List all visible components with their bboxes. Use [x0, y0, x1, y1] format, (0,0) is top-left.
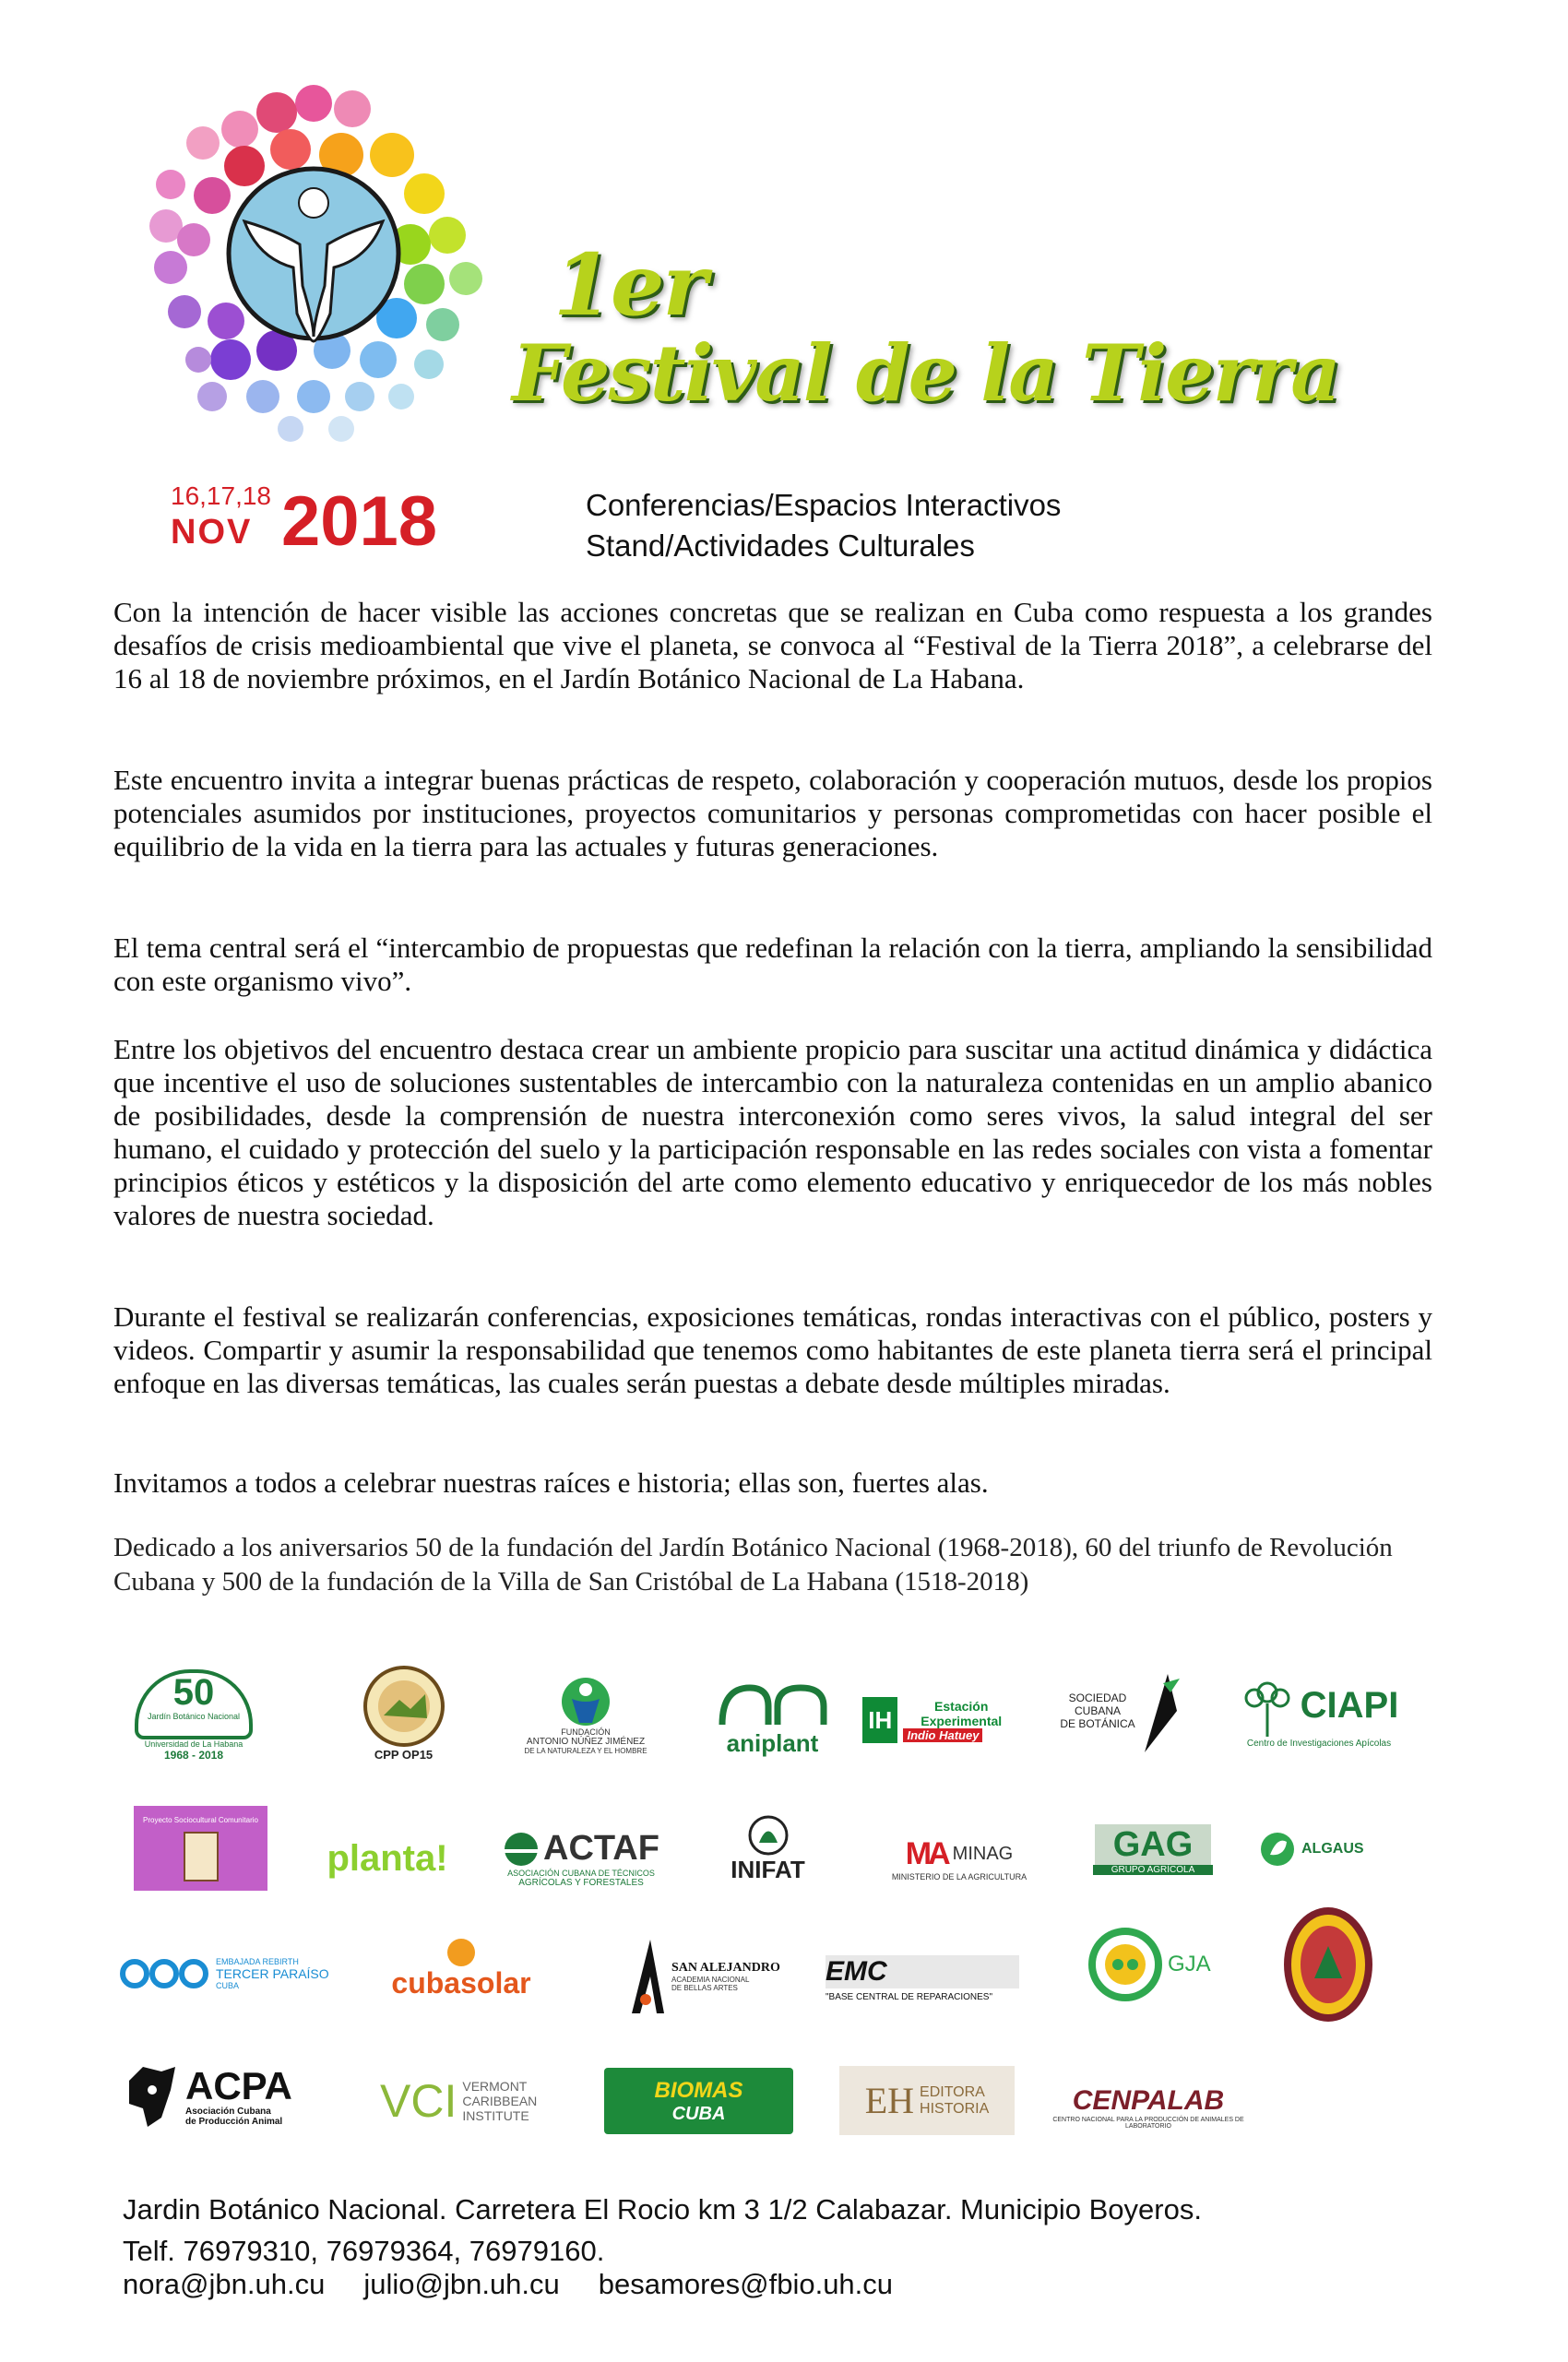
- gag-sub: GRUPO AGRÍCOLA: [1093, 1865, 1214, 1875]
- temple-icon: [184, 1832, 219, 1881]
- ih-line-2: Indio Hatuey: [903, 1728, 982, 1742]
- editora-historia-logo: [839, 2066, 1015, 2135]
- acpa-sub-1: Asociación Cubana: [185, 2107, 271, 2117]
- actaf-sub-1: ASOCIACIÓN CUBANA DE TÉCNICOS: [507, 1869, 655, 1878]
- sociedad-cubana-botanica-logo: [1051, 1660, 1190, 1762]
- actaf-mark-icon: [503, 1831, 540, 1868]
- event-dates: [161, 481, 466, 564]
- actaf-name: ACTAF: [543, 1829, 659, 1868]
- algaus-name: ALGAUS: [1301, 1841, 1364, 1857]
- algaus-logo: [1259, 1812, 1425, 1886]
- flower-icon: [1240, 1674, 1295, 1739]
- ih-line-1: Estación Experimental: [921, 1698, 1003, 1728]
- biomas-cuba-logo: [604, 2068, 793, 2134]
- cubasolar-logo: [374, 1932, 549, 2006]
- vci-line-2: CARIBBEAN: [462, 2093, 538, 2108]
- cubasolar-name: cubasolar: [391, 1965, 531, 2000]
- actaf-sub-2: AGRÍCOLAS Y FORESTALES: [518, 1878, 644, 1888]
- paragraph-invitation: Invitamos a todos a celebrar nuestras raíces e historia; ellas son, fuertes alas.: [113, 1466, 989, 1499]
- cow-icon: [125, 2062, 180, 2131]
- san-alejandro-mark-icon: [627, 1935, 668, 2018]
- indio-hatuey-logo: [862, 1688, 1019, 1752]
- cenpalab-name: CENPALAB: [1072, 2085, 1225, 2116]
- rebirth-line-3: CUBA: [216, 1981, 240, 1990]
- email-link-besamores[interactable]: besamores@fbio.uh.cu: [598, 2268, 894, 2300]
- aniplant-logo: [706, 1679, 839, 1762]
- cenpalab-sub: CENTRO NACIONAL PARA LA PRODUCCIÓN DE ANIMALES DE LABORATORIO: [1052, 2117, 1244, 2130]
- ciapi-sub: Centro de Investigaciones Apícolas: [1246, 1738, 1392, 1749]
- biomas-line-1: BIOMAS: [654, 2077, 743, 2103]
- sun-icon: [447, 1939, 475, 1966]
- scb-line-3: DE BOTÁNICA: [1060, 1717, 1135, 1730]
- paragraph-activities: Durante el festival se realizarán conferencias, exposiciones temáticas, rondas interactivas con el público, posters y videos. Compartir y asumir la responsabilidad que tenemos como habitantes de este planeta tierra será el principal enfoque en las diversas temáticas, las cuales serán puestas a debate desde múltiples miradas.: [113, 1300, 1432, 1399]
- san-alejandro-logo: [627, 1923, 784, 2029]
- paragraph-objectives: Entre los objetivos del encuentro destaca crear un ambiente propicio para suscitar una actitud dinámica y didáctica que incentive el uso de soluciones sustentables de intercambio con la naturaleza contenidas en un amplio abanico de posibilidades, desde la comprensión de nuestra interconexión como seres vivos, la salud integral del ser humano, el cuidado y protección del suelo y la participación responsable en las redes sociales con vista a fomentar principios éticos y estéticos y la disposición del arte como elemento educativo y enriquecedor de los más nobles valores de nuestra sociedad.: [113, 1033, 1432, 1231]
- infinity-icon: [118, 1957, 210, 1990]
- inifat-logo: [710, 1808, 826, 1891]
- footer-phones: Telf. 76979310, 76979364, 76979160.: [123, 2235, 605, 2267]
- gja-logo: [1088, 1923, 1227, 2006]
- scb-line-2: CUBANA: [1074, 1704, 1121, 1717]
- university-seal-icon: [1282, 1905, 1374, 2024]
- rebirth-logo: [118, 1946, 344, 2001]
- date-year: 2018: [281, 482, 438, 561]
- fnj-line-2: ANTONIO NÚÑEZ JIMÉNEZ: [526, 1736, 646, 1747]
- vci-line-1: VERMONT: [462, 2078, 528, 2094]
- inifat-name: INIFAT: [731, 1855, 805, 1883]
- ciapi-name: CIAPI: [1300, 1685, 1399, 1726]
- actaf-logo: [493, 1822, 669, 1895]
- ih-mark-icon: IH: [862, 1697, 897, 1743]
- eh-mark: EH: [864, 2080, 915, 2121]
- psc-label: Proyecto Sociocultural Comunitario: [143, 1815, 258, 1824]
- activities-line-1: Conferencias/Espacios Interactivos: [586, 488, 1062, 522]
- gja-name: GJA: [1168, 1952, 1211, 1976]
- vermont-caribbean-institute-logo: [380, 2066, 560, 2135]
- minag-logo: [872, 1822, 1047, 1895]
- minag-name: MINAG: [952, 1843, 1014, 1864]
- gag-name: GAG: [1095, 1824, 1212, 1865]
- rebirth-line-2: TERCER PARAÍSO: [216, 1966, 329, 1981]
- cenpalab-logo: [1047, 2075, 1250, 2140]
- paragraph-encounter: Este encuentro invita a integrar buenas prácticas de respeto, colaboración y cooperación mutuos, desde los propios potenciales asumidos por instituciones, proyectos comunitarios y personas comprometidas con hacer posible el equilibrio de la vida en la tierra para las actuales y futuras generaciones.: [113, 764, 1432, 862]
- inifat-mark-icon: [745, 1815, 791, 1856]
- jbn-50-university: Universidad de La Habana: [144, 1739, 244, 1749]
- jbn-50-number: 50: [172, 1672, 215, 1713]
- cpp-seal-icon: [353, 1665, 455, 1748]
- ciapi-logo: [1227, 1660, 1411, 1762]
- cpp-op15-logo: [346, 1660, 461, 1766]
- emc-sub: "BASE CENTRAL DE REPARACIONES": [826, 1991, 993, 2002]
- rebirth-line-1: EMBAJADA REBIRTH: [216, 1957, 299, 1966]
- leaf-person-icon: [553, 1677, 618, 1727]
- jbn-50-name: Jardín Botánico Nacional: [147, 1712, 241, 1721]
- minag-sub: MINISTERIO DE LA AGRICULTURA: [891, 1871, 1028, 1881]
- university-seal-logo: [1279, 1902, 1376, 2026]
- biomas-line-2: CUBA: [671, 2103, 726, 2124]
- emc-name: EMC: [826, 1955, 887, 1987]
- gag-logo: [1079, 1817, 1227, 1881]
- email-link-nora[interactable]: nora@jbn.uh.cu: [123, 2268, 326, 2300]
- san-alejandro-line-3: DE BELLAS ARTES: [671, 1983, 738, 1992]
- eh-line-1: EDITORA: [920, 2083, 985, 2100]
- acpa-sub-2: de Producción Animal: [185, 2117, 283, 2127]
- footer-address: Jardin Botánico Nacional. Carretera El Rocio km 3 1/2 Calabazar. Municipio Boyeros.: [123, 2193, 1202, 2226]
- dedication-text: Dedicado a los aniversarios 50 de la fundación del Jardín Botánico Nacional (1968-2018), 60 del triunfo de Revolución Cubana y 500 de la fundación de la Villa de San Cristóbal de La Habana (1518-2018): [113, 1533, 1393, 1596]
- acpa-logo: [125, 2055, 337, 2138]
- vci-name: VCI: [380, 2074, 457, 2127]
- fnj-line-3: DE LA NATURALEZA Y EL HOMBRE: [524, 1746, 647, 1755]
- aniplant-mark-icon: [713, 1683, 833, 1729]
- emc-logo: [826, 1946, 1019, 2011]
- aniplant-name: aniplant: [726, 1728, 819, 1757]
- planta-name: planta!: [327, 1837, 448, 1879]
- activities-line-2: Stand/Actividades Culturales: [586, 528, 975, 563]
- fundacion-nunez-jimenez-logo: [517, 1665, 655, 1766]
- palm-icon: [1135, 1665, 1182, 1757]
- san-alejandro-line-1: SAN ALEJANDRO: [671, 1960, 780, 1975]
- date-days: 16,17,18: [171, 481, 271, 510]
- gja-mark-icon: [1088, 1928, 1162, 2001]
- leaf-icon: [1259, 1831, 1296, 1868]
- jbn-50-logo: [134, 1669, 254, 1762]
- date-month: NOV: [171, 513, 253, 552]
- earth-person-icon: [229, 169, 398, 341]
- vci-line-3: INSTITUTE: [462, 2107, 529, 2123]
- planta-logo: [309, 1831, 466, 1886]
- email-link-julio[interactable]: julio@jbn.uh.cu: [363, 2268, 560, 2300]
- festival-title: [512, 235, 1339, 457]
- acpa-name: ACPA: [185, 2064, 292, 2107]
- minag-mark-icon: MA: [905, 1835, 947, 1871]
- jbn-50-years: 1968 - 2018: [163, 1749, 224, 1762]
- scb-line-1: SOCIEDAD: [1068, 1691, 1127, 1704]
- proyecto-sociocultural-logo: [134, 1806, 267, 1891]
- paragraph-intro: Con la intención de hacer visible las acciones concretas que se realizan en Cuba como respuesta a los grandes desafíos de crisis medioambiental que vive el planeta, se convoca al “Festival de la Tierra 2018”, a celebrarse del 16 al 18 de noviembre próximos, en el Jardín Botánico Nacional de La Habana.: [113, 596, 1432, 694]
- title-name: Festival de la Tierra: [512, 327, 1339, 419]
- san-alejandro-line-2: ACADEMIA NACIONAL: [671, 1975, 750, 1984]
- title-edition: 1er: [553, 235, 707, 335]
- festival-logo: [92, 74, 517, 461]
- eh-line-2: HISTORIA: [920, 2100, 990, 2117]
- footer-emails: [123, 2268, 893, 2301]
- paragraph-theme: El tema central será el “intercambio de propuestas que redefinan la relación con la tierra, ampliando la sensibilidad con este organismo vivo”.: [113, 932, 1432, 997]
- cpp-op15-label: CPP OP15: [374, 1748, 434, 1762]
- fnj-line-1: FUNDACIÓN: [561, 1727, 611, 1737]
